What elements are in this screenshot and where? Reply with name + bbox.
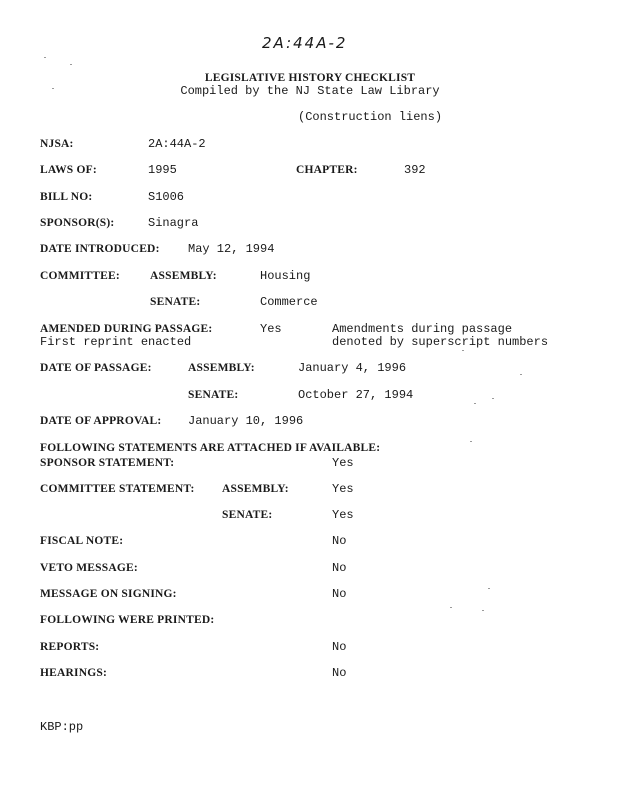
passage-assembly-label: ASSEMBLY: xyxy=(188,362,255,374)
amended-note-line-2: denoted by superscript numbers xyxy=(332,335,549,349)
sponsor-value: Sinagra xyxy=(148,216,199,230)
date-of-approval-value: January 10, 1996 xyxy=(188,414,304,428)
date-introduced-label: DATE INTRODUCED: xyxy=(40,243,160,255)
date-of-approval-label: DATE OF APPROVAL: xyxy=(40,415,162,427)
amended-value: Yes xyxy=(260,322,282,336)
scan-speck xyxy=(520,374,522,375)
date-introduced-value: May 12, 1994 xyxy=(188,242,275,256)
footer-initials: KBP:pp xyxy=(40,720,84,734)
message-on-signing-label: MESSAGE ON SIGNING: xyxy=(40,588,177,600)
sponsor-statement-label: SPONSOR STATEMENT: xyxy=(40,457,175,469)
scan-speck xyxy=(470,441,472,442)
laws-of-value: 1995 xyxy=(148,163,177,177)
fiscal-note-label: FISCAL NOTE: xyxy=(40,535,124,547)
veto-message-value: No xyxy=(332,561,347,575)
scan-speck xyxy=(70,64,72,65)
committee-statement-senate-value: Yes xyxy=(332,508,354,522)
first-reprint-note: First reprint enacted xyxy=(40,335,192,349)
committee-label: COMMITTEE: xyxy=(40,270,120,282)
committee-statement-assembly-label: ASSEMBLY: xyxy=(222,483,289,495)
reports-label: REPORTS: xyxy=(40,641,100,653)
fiscal-note-value: No xyxy=(332,534,347,548)
bill-no-label: BILL NO: xyxy=(40,191,93,203)
printed-heading: FOLLOWING WERE PRINTED: xyxy=(40,614,215,626)
document-title: LEGISLATIVE HISTORY CHECKLIST xyxy=(204,72,416,84)
committee-senate-label: SENATE: xyxy=(150,296,201,308)
scan-speck xyxy=(474,403,476,404)
scan-speck xyxy=(462,350,464,351)
njsa-value: 2A:44A-2 xyxy=(148,137,206,151)
sponsor-label: SPONSOR(S): xyxy=(40,217,115,229)
scan-speck xyxy=(488,588,490,589)
committee-assembly-value: Housing xyxy=(260,269,311,283)
passage-senate-label: SENATE: xyxy=(188,389,239,401)
veto-message-label: VETO MESSAGE: xyxy=(40,562,138,574)
bill-no-value: S1006 xyxy=(148,190,185,204)
njsa-label: NJSA: xyxy=(40,138,74,150)
scan-speck xyxy=(44,57,46,58)
laws-of-label: LAWS OF: xyxy=(40,164,97,176)
committee-statement-assembly-value: Yes xyxy=(332,482,354,496)
chapter-label: CHAPTER: xyxy=(296,164,358,176)
amended-label: AMENDED DURING PASSAGE: xyxy=(40,323,213,335)
handwritten-code: 2A:44A-2 xyxy=(262,34,348,52)
scan-speck xyxy=(492,398,494,399)
hearings-value: No xyxy=(332,666,347,680)
committee-statement-senate-label: SENATE: xyxy=(222,509,273,521)
sponsor-statement-value: Yes xyxy=(332,456,354,470)
scan-speck xyxy=(482,610,484,611)
amended-note-line-1: Amendments during passage xyxy=(332,322,513,336)
hearings-label: HEARINGS: xyxy=(40,667,107,679)
statements-heading: FOLLOWING STATEMENTS ARE ATTACHED IF AVAILABLE: xyxy=(40,442,381,454)
message-on-signing-value: No xyxy=(332,587,347,601)
date-of-passage-label: DATE OF PASSAGE: xyxy=(40,362,152,374)
committee-statement-label: COMMITTEE STATEMENT: xyxy=(40,483,195,495)
document-topic: (Construction liens) xyxy=(298,110,443,124)
passage-assembly-value: January 4, 1996 xyxy=(298,361,407,375)
committee-assembly-label: ASSEMBLY: xyxy=(150,270,217,282)
scan-speck xyxy=(450,607,452,608)
chapter-value: 392 xyxy=(404,163,426,177)
scan-speck xyxy=(52,88,54,89)
passage-senate-value: October 27, 1994 xyxy=(298,388,414,402)
reports-value: No xyxy=(332,640,347,654)
document-subtitle: Compiled by the NJ State Law Library xyxy=(180,84,440,98)
committee-senate-value: Commerce xyxy=(260,295,318,309)
